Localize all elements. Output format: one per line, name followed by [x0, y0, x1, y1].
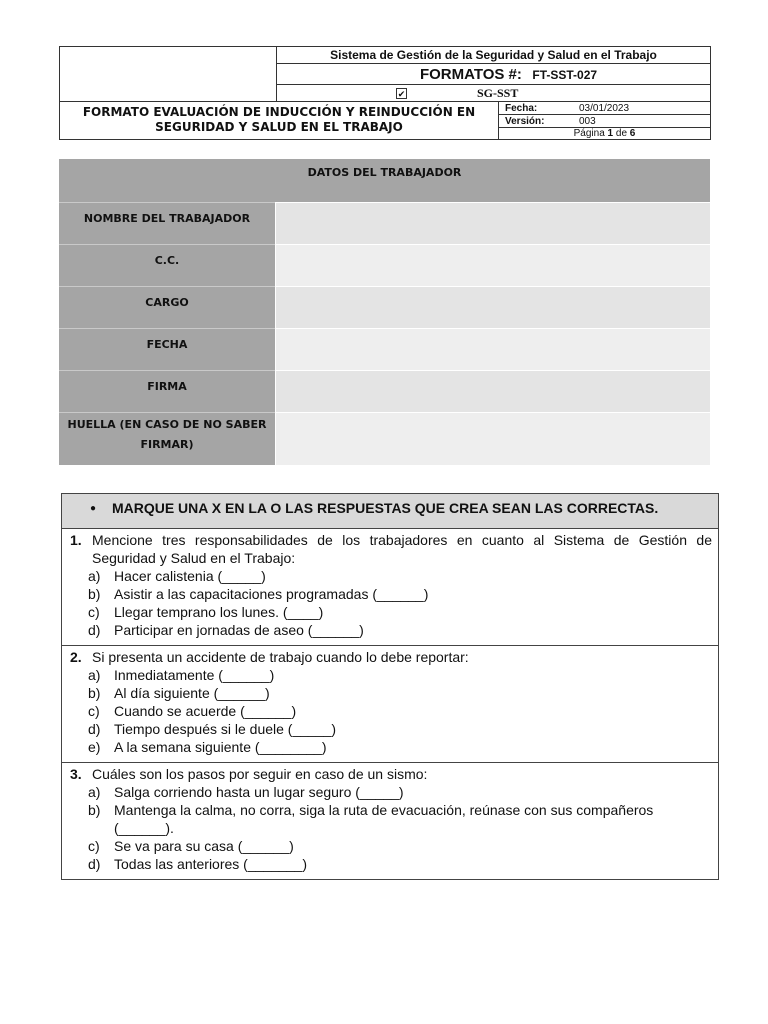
question-1 [62, 529, 718, 646]
question-text: Mencione tres responsabilidades de los trabajadores en cuanto al Sistema de Gestión de Seguridad y Salud en el Trabajo: [92, 532, 712, 566]
version-label: Versión: [505, 116, 545, 127]
worker-row-cargo [59, 286, 710, 328]
question-number: 2. [70, 649, 82, 665]
question-text: Si presenta un accidente de trabajo cuando lo debe reportar: [92, 649, 469, 665]
option-text: Participar en jornadas de aseo (______) [114, 622, 364, 638]
bullet-icon: ● [90, 503, 97, 514]
form-title-line1: FORMATO EVALUACIÓN DE INDUCCIÓN Y REINDUCCIÓN EN [82, 105, 476, 119]
huella-label-line1: HUELLA (EN CASO DE NO SABER [67, 418, 267, 431]
sgsst-row [277, 85, 710, 102]
answer-option[interactable] [70, 720, 712, 738]
logo-area [60, 47, 277, 102]
option-letter: a) [88, 667, 101, 683]
fecha-value: 03/01/2023 [579, 103, 630, 114]
fecha-label: Fecha: [505, 103, 538, 114]
option-letter: b) [88, 685, 101, 701]
form-title-line2: SEGURIDAD Y SALUD EN EL TRABAJO [155, 120, 403, 134]
document-header [59, 46, 711, 140]
worker-row-firma [59, 370, 710, 412]
option-text: Mantenga la calma, no corra, siga la ruta de evacuación, reúnase con sus compañeros (______). [114, 802, 654, 836]
answer-option[interactable] [70, 603, 712, 621]
option-text: Asistir a las capacitaciones programadas (______) [114, 586, 429, 602]
worker-data-title: DATOS DEL TRABAJADOR [59, 159, 710, 202]
page-of: de [615, 128, 628, 139]
worker-label: NOMBRE DEL TRABAJADOR [59, 202, 275, 244]
answer-option[interactable] [70, 684, 712, 702]
option-letter: e) [88, 739, 101, 755]
option-text: Salga corriendo hasta un lugar seguro (_____) [114, 784, 404, 800]
instruction-text: MARQUE UNA X EN LA O LAS RESPUESTAS QUE CREA SEAN LAS CORRECTAS. [111, 500, 659, 516]
quiz-box [61, 493, 719, 880]
answer-option[interactable] [70, 621, 712, 639]
system-title: Sistema de Gestión de la Seguridad y Salud en el Trabajo [277, 47, 710, 64]
option-text: A la semana siguiente (________) [114, 739, 327, 755]
option-letter: a) [88, 568, 101, 584]
answer-option[interactable] [70, 567, 712, 585]
option-letter: d) [88, 721, 101, 737]
worker-label [59, 412, 275, 465]
answer-option[interactable] [70, 738, 712, 756]
sgsst-label: SG-SST [477, 86, 519, 100]
option-text: Todas las anteriores (_______) [114, 856, 308, 872]
page-total: 6 [629, 128, 636, 139]
question-2 [62, 646, 718, 763]
option-letter: c) [88, 604, 100, 620]
option-text: Cuando se acuerde (______) [114, 703, 297, 719]
worker-label: CARGO [59, 286, 275, 328]
worker-cargo-field[interactable] [275, 286, 710, 328]
worker-label: FIRMA [59, 370, 275, 412]
option-text: Se va para su casa (______) [114, 838, 294, 854]
option-letter: b) [88, 586, 101, 602]
page-number [499, 128, 710, 139]
formatos-label: FORMATOS #: [419, 66, 522, 83]
option-letter: d) [88, 622, 101, 638]
worker-row-name [59, 202, 710, 244]
question-number: 3. [70, 766, 82, 782]
formatos-row [277, 64, 710, 85]
option-letter: a) [88, 784, 101, 800]
format-code: FT-SST-027 [532, 68, 598, 82]
answer-option[interactable] [70, 837, 712, 855]
worker-row-cc [59, 244, 710, 286]
form-title [60, 102, 499, 139]
option-text: Hacer calistenia (_____) [114, 568, 266, 584]
huella-label-line2: FIRMAR) [140, 438, 194, 451]
option-text: Inmediatamente (______) [114, 667, 275, 683]
checkbox[interactable]: ✔ [397, 89, 406, 99]
question-number: 1. [70, 532, 82, 548]
question-3 [62, 763, 718, 879]
option-letter: d) [88, 856, 101, 872]
worker-cc-field[interactable] [275, 244, 710, 286]
page-current: 1 [607, 128, 614, 139]
worker-label: C.C. [59, 244, 275, 286]
answer-option[interactable] [70, 585, 712, 603]
option-text: Tiempo después si le duele (_____) [114, 721, 337, 737]
worker-row-fecha [59, 328, 710, 370]
option-letter: c) [88, 703, 100, 719]
answer-option[interactable] [70, 855, 712, 873]
worker-label: FECHA [59, 328, 275, 370]
version-value: 003 [579, 116, 596, 127]
answer-option[interactable] [70, 783, 712, 801]
option-text: Llegar temprano los lunes. (____) [114, 604, 324, 620]
option-letter: c) [88, 838, 100, 854]
worker-fecha-field[interactable] [275, 328, 710, 370]
question-text: Cuáles son los pasos por seguir en caso de un sismo: [92, 766, 428, 782]
quiz-instruction [62, 494, 718, 529]
version-row [499, 115, 710, 128]
option-letter: b) [88, 802, 101, 818]
page-prefix: Página [573, 128, 605, 139]
answer-option[interactable] [70, 801, 712, 837]
answer-option[interactable] [70, 666, 712, 684]
worker-firma-field[interactable] [275, 370, 710, 412]
worker-row-huella [59, 412, 710, 465]
worker-name-field[interactable] [275, 202, 710, 244]
fecha-row [499, 102, 710, 115]
option-text: Al día siguiente (______) [114, 685, 270, 701]
worker-data-table [59, 159, 710, 465]
worker-huella-field[interactable] [275, 412, 710, 465]
answer-option[interactable] [70, 702, 712, 720]
